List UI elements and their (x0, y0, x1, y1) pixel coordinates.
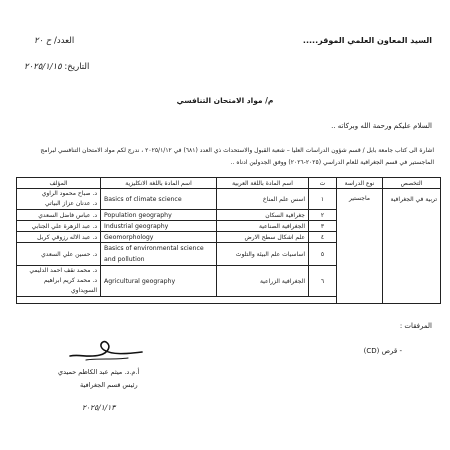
row-author: د. عباس فاضل السعدي (17, 210, 101, 221)
author-line: د. عدنان عزاز البياتي (44, 200, 97, 207)
row-english-name: Basics of climate science (101, 189, 217, 210)
row-number: ٦ (309, 266, 337, 297)
attachment-item: - قرص (CD) (363, 347, 402, 355)
study-type-cell: ماجستير (337, 189, 383, 304)
row-english-name: Basics of environmental science and pollution (101, 243, 217, 266)
author-line: د. محمد نقف احمد الدليمي (29, 267, 97, 274)
header-arabic-name: اسم المادة باللغة العربية (217, 178, 309, 189)
date-value: ٢٠٢٥/١/١٥ (24, 62, 62, 72)
header-study-type: نوع الدراسة (337, 178, 383, 189)
attachments-label: المرفقات : (399, 322, 432, 330)
author-line: د. محمد كريم ابراهيم السويداوي (43, 277, 97, 294)
row-number: ٥ (309, 243, 337, 266)
reference-date (24, 62, 89, 72)
signatory-title: رئيس قسم الجغرافية (80, 381, 138, 389)
row-arabic-name: الجغرافية الصناعية (217, 221, 309, 232)
row-author (17, 266, 101, 297)
header-specialization: التخصص (383, 178, 441, 189)
row-author: د. عبد الزهرة علي الجنابي (17, 221, 101, 232)
row-number: ٢ (309, 210, 337, 221)
number-value: ح ٢٠ (34, 36, 52, 46)
header-english-name: اسم المادة باللغة الانكليزية (101, 178, 217, 189)
row-arabic-name: اساسيات علم البيئة والتلوث (217, 243, 309, 266)
exam-subjects-table (16, 177, 441, 304)
row-english-name: Geomorphology (101, 232, 217, 243)
number-label: العدد/ (54, 36, 75, 46)
empty-cell (17, 297, 337, 304)
row-arabic-name: الجغرافية الزراعية (217, 266, 309, 297)
signature-icon (66, 336, 146, 364)
row-author: د. عبد الاله رزوقي كربل (17, 232, 101, 243)
recipient-line: السيد المعاون العلمي الموقر..... (302, 36, 432, 45)
row-english-name: Agricultural geography (101, 266, 217, 297)
signatory-name: أ.م.د. ميثم عبد الكاظم حميدي (58, 368, 140, 376)
row-english-name: Industrial geography (101, 221, 217, 232)
author-line: د. صباح محمود الراوي (41, 190, 97, 197)
date-label: التاريخ: (64, 62, 90, 72)
row-number: ٣ (309, 221, 337, 232)
row-arabic-name: علم اشكال سطح الارض (217, 232, 309, 243)
row-number: ١ (309, 189, 337, 210)
row-arabic-name: جغرافية السكان (217, 210, 309, 221)
body-paragraph: اشارة الى كتاب جامعة بابل / قسم شؤون الدراسات العليا – شعبة القبول والاستحداث ذي العدد (٦٨١) في ٢٠٢٥/١/١٢ ، ندرج لكم مواد الامتحان التنافسي لبرامج الماجستير في قسم الجغرافية للعام الدراسي (٢٠٢٥-٢٠٢٦) ووفق الجدولين ادناه .. (40, 147, 434, 166)
row-author (17, 189, 101, 210)
table-row (17, 189, 441, 210)
greeting: السلام عليكم ورحمة الله وبركاته .. (331, 122, 432, 130)
table-header-row (17, 178, 441, 189)
reference-number (34, 36, 74, 46)
signature-date: ٢٠٢٥/١/١٣ (82, 403, 116, 412)
row-author: د. حسين علي السعدي (17, 243, 101, 266)
specialization-cell: تربية في الجغرافية (383, 189, 441, 304)
header-author: المؤلف (17, 178, 101, 189)
row-english-name: Population geography (101, 210, 217, 221)
row-arabic-name: اسس علم المناخ (217, 189, 309, 210)
row-number: ٤ (309, 232, 337, 243)
subject-line: م/ مواد الامتحان التنافسي (176, 96, 274, 105)
header-number: ت (309, 178, 337, 189)
